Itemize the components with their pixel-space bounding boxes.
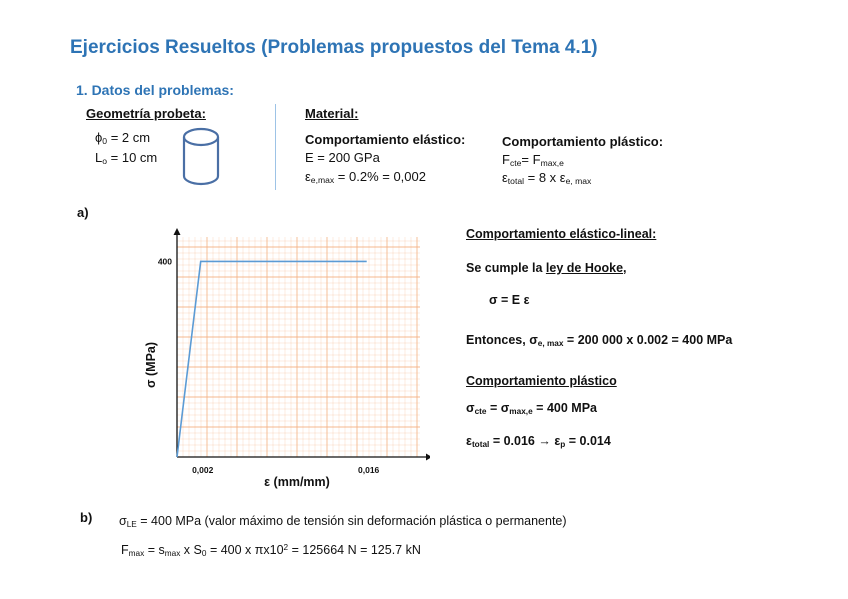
y-axis-arrow — [174, 228, 181, 235]
part-a-label: a) — [77, 205, 89, 220]
diameter-value: $\phi_0 = 2$ cm — [95, 130, 151, 147]
cylinder-specimen-icon — [180, 124, 222, 188]
x-axis-arrow — [426, 454, 430, 461]
chart-axes — [174, 228, 431, 461]
modulus-value: E = 200 GPa — [305, 150, 380, 165]
chart-grid — [177, 237, 420, 457]
page-title: Ejercicios Resueltos (Problemas propuestos del Tema 4.1) — [70, 37, 598, 58]
chart-y-label: σ (MPa) — [144, 341, 158, 389]
total-strain-value: $\varepsilon_{total} = 8$ x $\varepsilon_{e, max}$ — [502, 170, 592, 187]
chart-ticks — [158, 256, 380, 475]
part-b-label: b) — [80, 510, 93, 525]
elastic-lineal-heading: Comportamiento elástico-lineal: — [466, 227, 657, 241]
stress-strain-chart — [130, 225, 430, 495]
elastic-strain-value: $\varepsilon_{e,max} = 0.2\% = 0,002$ — [305, 169, 426, 186]
stress-calc: Entonces, $\sigma_{e, max} = 200$ 000 x 0.002 = 400 MPa — [466, 333, 733, 349]
plastic-behavior-heading: Comportamiento plástico — [466, 374, 617, 388]
section-heading-datos: 1. Datos del problemas: — [76, 82, 234, 98]
length-value: $L_o = 10$ cm — [95, 150, 158, 167]
hooke-law-formula: σ = E ε — [489, 293, 530, 307]
column-divider — [275, 104, 276, 190]
material-heading: Material: — [305, 106, 359, 121]
plastic-heading: Comportamiento plástico: — [502, 134, 664, 149]
stress-const-line: $\sigma_{cte} = \sigma_{max,e} = 400$ MPa — [466, 401, 597, 417]
series-line-0 — [177, 261, 367, 457]
elastic-heading: Comportamiento elástico: — [305, 132, 466, 147]
yield-stress-line: $\sigma_{LE} = 400$ MPa (valor máximo de tensión sin deformación plástica o permanente) — [119, 514, 567, 530]
hooke-law-link: ley de Hooke — [545, 261, 624, 275]
x-tick-label-1: 0,016 — [358, 465, 380, 475]
max-force-line: $F_{max} = s_{max}$ x $S_0 = 400$ x $\pi x10^2 = 125664$ N = 125.7 kN — [121, 542, 421, 559]
chart-series — [177, 261, 367, 457]
x-tick-label-0: 0,002 — [192, 465, 214, 475]
hooke-sentence: Se cumple la ley de Hooke, — [466, 261, 627, 275]
strain-total-line: $\varepsilon_{total} = 0.016 \to \varepsilon_p = 0.014$ — [466, 434, 611, 450]
geometry-heading: Geometría probeta: — [86, 106, 206, 121]
chart-x-label: ε (mm/mm) — [264, 475, 330, 489]
y-tick-label-0: 400 — [157, 256, 172, 267]
force-const-value: $F_{cte}= F_{max,e}$ — [502, 152, 564, 169]
